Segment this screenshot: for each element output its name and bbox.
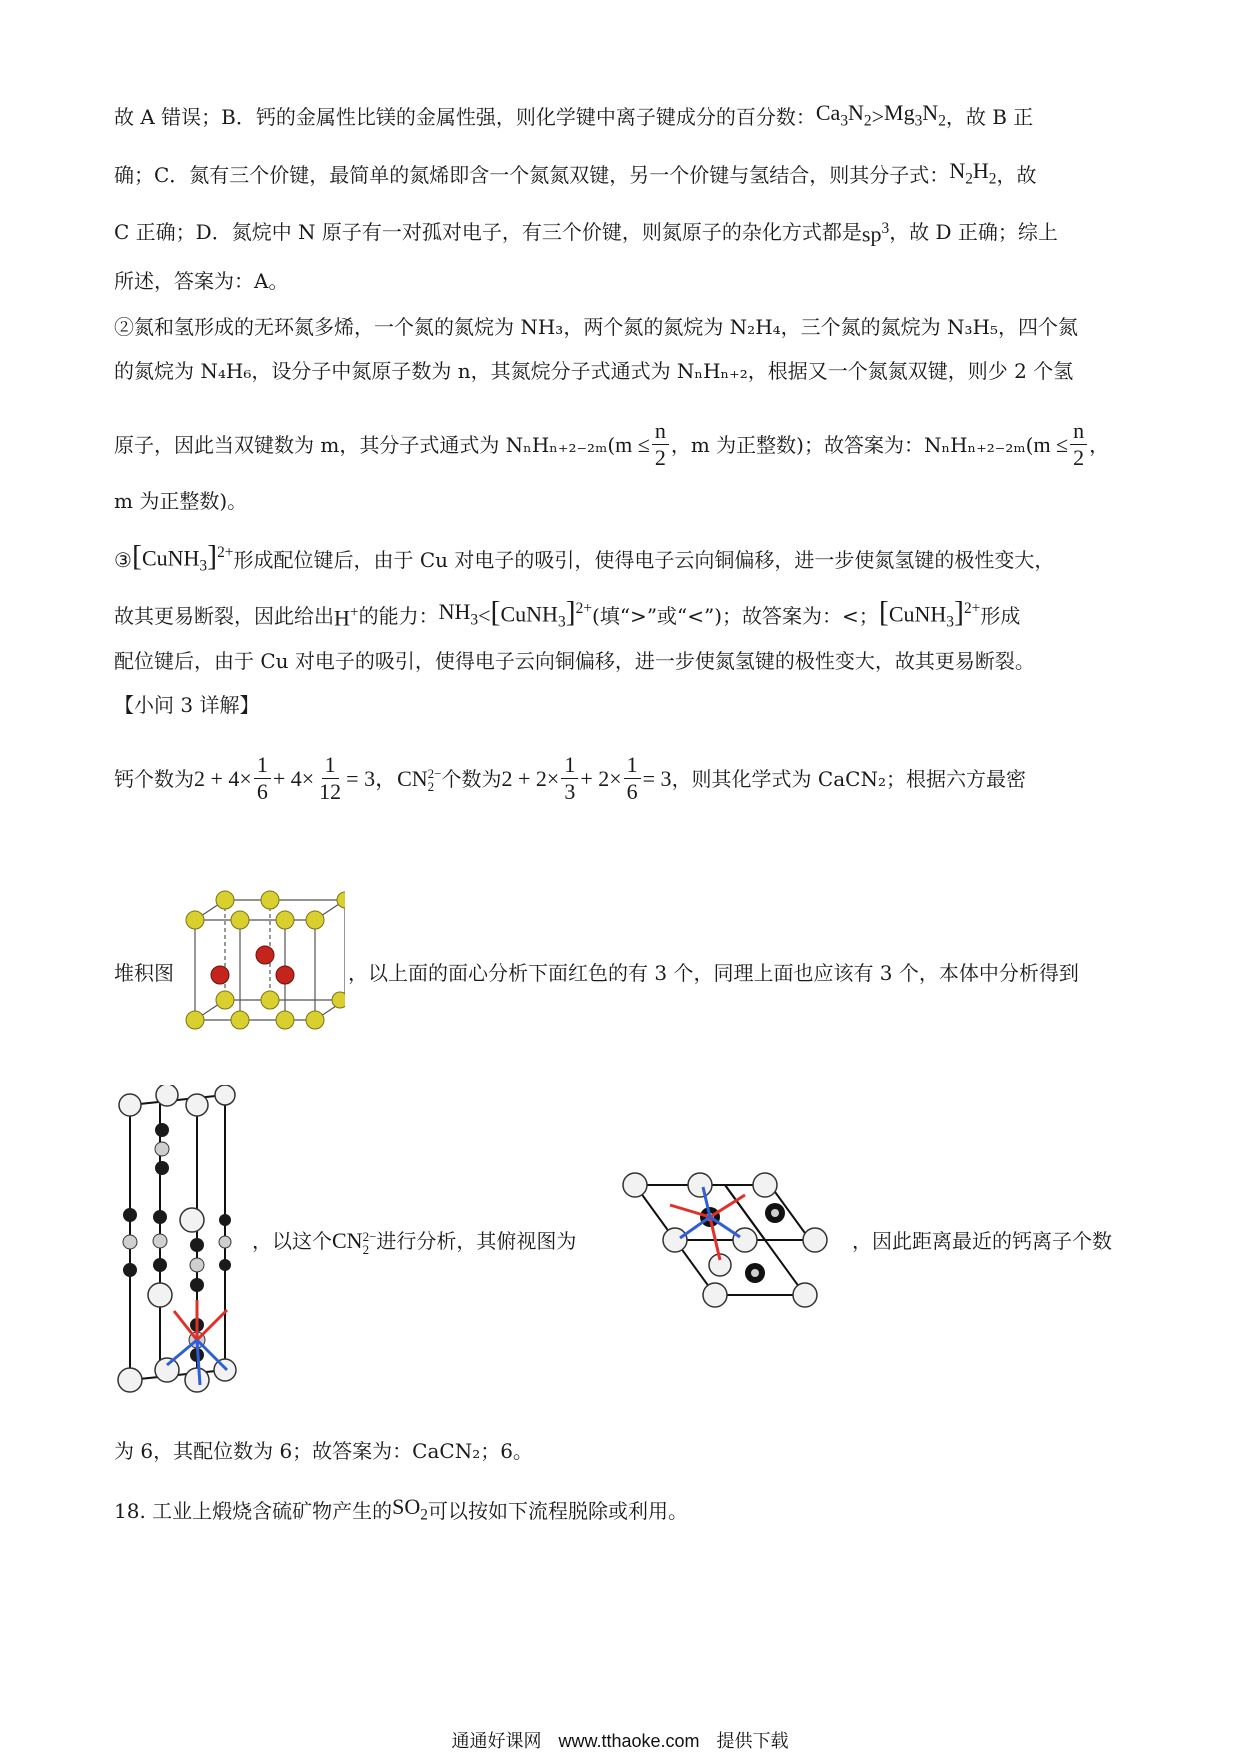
circle-number: ③ <box>114 547 132 572</box>
section-heading <box>114 690 1129 720</box>
expr: 2 + 2× <box>501 765 560 791</box>
text: 形成配位键后，由于 Cu 对电子的吸引，使得电子云向铜偏移，进一步使氮氢键的极性变大， <box>233 547 1055 572</box>
heading: 【小问 3 详解】 <box>114 693 260 717</box>
text: ，故 D 正确；综上 <box>889 219 1058 244</box>
text: ，以上面的面心分析下面红色的有 3 个，同理上面也应该有 3 个，本体中分析得到 <box>348 961 1079 985</box>
text: 所述，答案为：A。 <box>114 269 289 293</box>
para2-line4 <box>114 486 1129 516</box>
para3-line3 <box>114 646 1129 676</box>
expr: + 2× <box>580 765 622 791</box>
lt-symbol: < <box>478 602 491 628</box>
text: 配位键后，由于 Cu 对电子的吸引，使得电子云向铜偏移，进一步使氮氢键的极性变大，故其更易断裂。 <box>114 649 1035 673</box>
formula-sp3: $sp^3$ <box>861 220 890 247</box>
ion-cunh3: [CuNH$_3$]$^{2+}$ <box>131 539 234 575</box>
text: 的能力： <box>358 603 439 628</box>
para1-line2 <box>114 156 1129 194</box>
footer-note: 提供下载 <box>716 1731 789 1751</box>
top-view-figure <box>615 1165 840 1320</box>
formula-h-plus: H+ <box>334 604 359 631</box>
cacn2-cell-figure <box>112 1085 242 1395</box>
question-18 <box>114 1492 1129 1530</box>
expr: = 3， <box>346 765 398 791</box>
footer-url[interactable]: www.tthaoke.com <box>558 1731 700 1751</box>
para3-line1 <box>114 538 1129 582</box>
text: ，则其化学式为 CaCN₂；根据六方最密 <box>671 766 1026 791</box>
gt-symbol: > <box>871 104 885 130</box>
text: 堆积图 <box>114 961 174 985</box>
text: (填“>”或“<”)；故答案为：<； <box>592 603 879 628</box>
fraction: $\frac{1}{6}$ <box>624 752 641 805</box>
para2-line1 <box>114 312 1129 342</box>
formula-nh3: $NH_3$ <box>438 598 479 629</box>
page-footer <box>0 1727 1240 1753</box>
section3-line3-a <box>252 1226 622 1256</box>
ion-cunh3: [CuNH$_3$]$^{2+}$ <box>878 595 981 631</box>
ion-cunh3: [CuNH$_3$]$^{2+}$ <box>490 595 593 631</box>
fraction: $\frac{1}{6}$ <box>254 752 271 805</box>
ion-cn2: CN 2− 2 <box>397 765 442 795</box>
text: ，故 <box>996 163 1037 188</box>
text: C 正确；D．氮烷中 N 原子有一对孤对电子，有三个价键，则氮原子的杂化方式都是 <box>114 219 862 244</box>
ion-cn2: CN 2− 2 <box>332 1228 377 1257</box>
text: 进行分析，其俯视图为 <box>376 1229 577 1253</box>
text: 钙个数为 <box>114 766 194 791</box>
text: 原子，因此当双键数为 m，其分子式通式为 NₙHₙ₊₂₋₂ₘ( <box>114 432 616 457</box>
text: 故 A 错误；B．钙的金属性比镁的金属性强，则化学键中离子键成分的百分数： <box>114 105 816 130</box>
fraction-n-over-2: $\frac{n}{2}$ <box>1070 418 1087 471</box>
formula-mg3n2: $Mg_3N_2$ <box>884 100 946 130</box>
para1-line1 <box>114 98 1129 136</box>
fraction-n-over-2: $\frac{n}{2}$ <box>652 418 669 471</box>
para2-line3 <box>114 418 1129 471</box>
text: ，因此距离最近的钙离子个数 <box>852 1229 1112 1253</box>
inequality: m ≤ <box>1033 431 1069 457</box>
text: 确；C．氮有三个价键，最简单的氮烯即含一个氮氮双键，另一个价键与氢结合，则其分子式： <box>114 163 950 188</box>
para1-line4 <box>114 266 1129 296</box>
text: ，故 B 正 <box>945 105 1034 130</box>
fraction: $\frac{1}{3}$ <box>561 752 578 805</box>
formula-so2: $SO_2$ <box>392 1494 428 1524</box>
hcp-packing-figure <box>175 890 345 1045</box>
text: ，以这个 <box>252 1229 332 1253</box>
formula-n2h2: $N_2H_2$ <box>949 158 997 188</box>
expr: 2 + 4× <box>194 765 252 791</box>
text: m 为正整数)。 <box>114 489 248 513</box>
text: 的氮烷为 N₄H₆，设分子中氮原子数为 n，其氮烷分子式通式为 NₙHₙ₊₂，根据又一个氮氮双键，则少 2 个氢 <box>114 359 1074 383</box>
expr: = 3 <box>642 765 672 791</box>
formula-ca3n2: $Ca_3N_2$ <box>815 100 872 130</box>
text: ，m 为正整数)；故答案为：NₙHₙ₊₂₋₂ₘ( <box>670 432 1034 457</box>
text: ， <box>1089 432 1110 457</box>
text: 个数为 <box>441 766 502 791</box>
section3-line3-b <box>852 1226 1132 1256</box>
text: ②氮和氢形成的无环氮多烯，一个氮的氮烷为 NH₃，两个氮的氮烷为 N₂H₄，三个氮的氮烷为 N₃H₅，四个氮 <box>114 315 1078 339</box>
text: 18. 工业上煅烧含硫矿物产生的 <box>114 1499 393 1524</box>
footer-site-name: 通通好课网 <box>451 1731 542 1751</box>
fraction: $\frac{1}{12}$ <box>319 752 342 804</box>
section3-line1 <box>114 752 1129 805</box>
para3-line2 <box>114 594 1129 638</box>
text: 可以按如下流程脱除或利用。 <box>428 1499 688 1524</box>
text: 故其更易断裂，因此给出 <box>114 603 334 628</box>
inequality: m ≤ <box>615 431 650 457</box>
text: 为 6，其配位数为 6；故答案为：CaCN₂；6。 <box>114 1439 533 1463</box>
section3-line4 <box>114 1436 1129 1466</box>
para1-line3 <box>114 214 1129 249</box>
section3-line2-b <box>348 958 1128 988</box>
text: 形成 <box>980 603 1021 628</box>
para2-line2 <box>114 356 1129 386</box>
expr: + 4× <box>272 765 315 791</box>
